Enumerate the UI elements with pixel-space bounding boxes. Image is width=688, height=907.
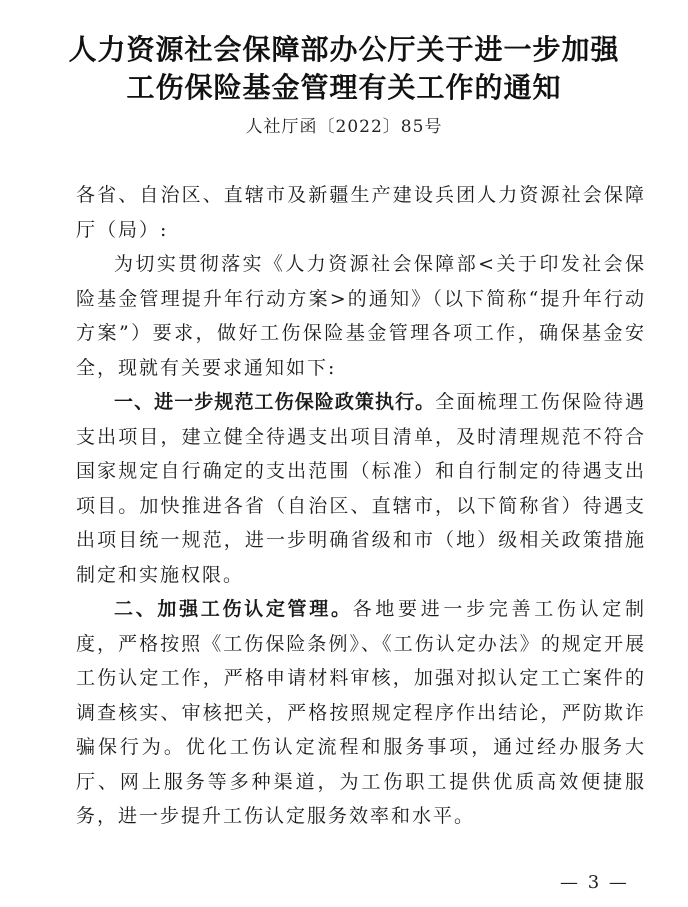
section-1-heading: 一、进一步规范工伤保险政策执行。 — [114, 391, 436, 413]
document-body — [76, 178, 646, 834]
page-number: — 3 — — [560, 872, 629, 893]
intro-paragraph: 为切实贯彻落实《人力资源社会保障部<关于印发社会保险基金管理提升年行动方案>的通知》（以下简称“提升年行动方案”）要求，做好工伤保险基金管理各项工作，确保基金安全，现就有关要求通知如下: — [76, 253, 646, 379]
document-title-line-2: 工伤保险基金管理有关工作的通知 — [126, 71, 562, 104]
salutation: 各省、自治区、直辖市及新疆生产建设兵团人力资源社会保障厅（局）: — [76, 184, 646, 241]
document-number: 人社厅函〔2022〕85号 — [245, 117, 443, 137]
section-2-paragraph — [76, 592, 646, 834]
section-1-paragraph — [76, 385, 646, 592]
section-1-body: 全面梳理工伤保险待遇支出项目，建立健全待遇支出项目清单，及时清理规范不符合国家规定自行确定的支出范围（标准）和自行制定的待遇支出项目。加快推进各省（自治区、直辖市，以下简称省）待遇支出项目统一规范，进一步明确省级和市（地）级相关政策措施制定和实施权限。 — [76, 391, 646, 586]
document-title-line-1: 人力资源社会保障部办公厅关于进一步加强 — [68, 33, 620, 66]
section-2-heading: 二、加强工伤认定管理。 — [114, 598, 353, 620]
section-2-body: 各地要进一步完善工伤认定制度，严格按照《工伤保险条例》、《工伤认定办法》的规定开展工伤认定工作，严格申请材料审核，加强对拟认定工亡案件的调查核实、审核把关，严格按照规定程序作出结论，严防欺诈骗保行为。优化工伤认定流程和服务事项，通过经办服务大厅、网上服务等多种渠道，为工伤职工提供优质高效便捷服务，进一步提升工伤认定服务效率和水平。 — [76, 598, 646, 827]
